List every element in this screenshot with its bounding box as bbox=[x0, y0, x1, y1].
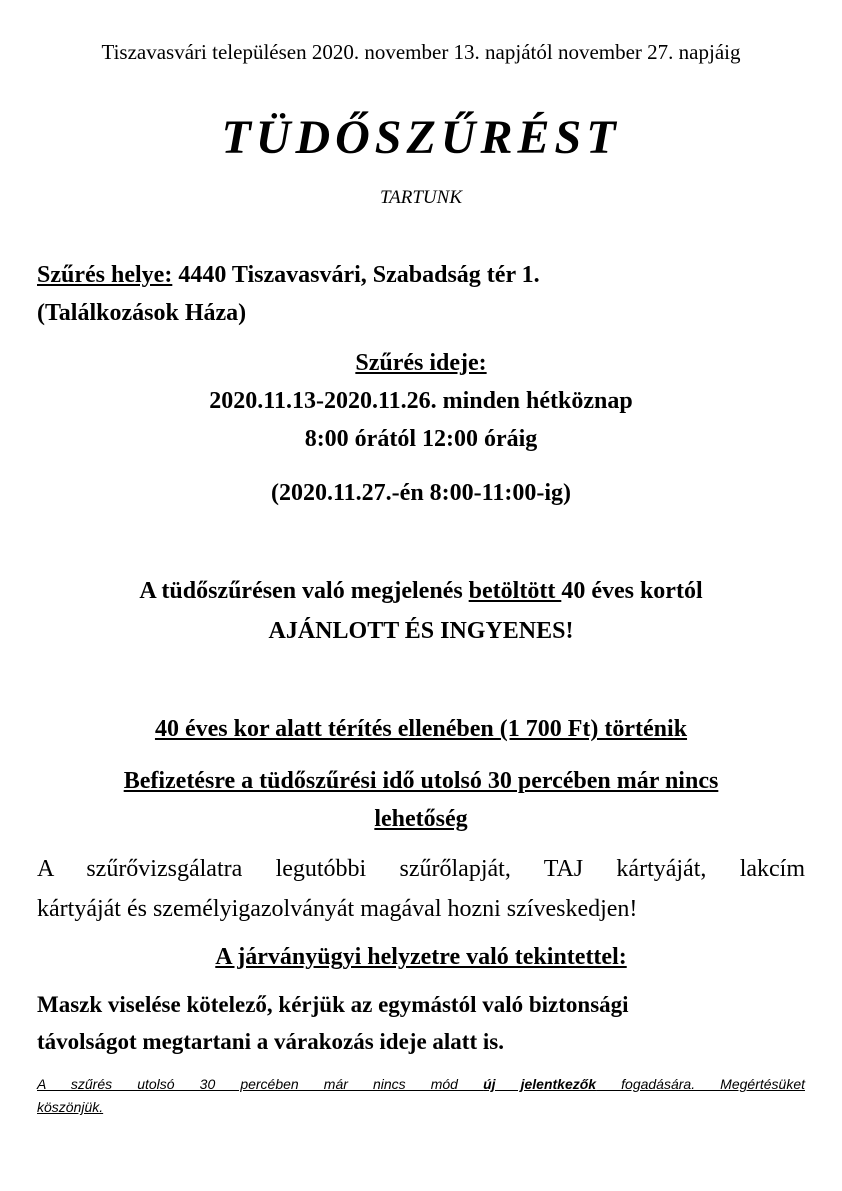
free-notice-line2: AJÁNLOTT ÉS INGYENES! bbox=[268, 618, 574, 644]
payment-notice-line1: Befizetésre a tüdőszűrési idő utolsó 30 percében már nincs bbox=[123, 768, 719, 794]
epidemic-line1: Maszk viselése kötelező, kérjük az egymástól való biztonsági bbox=[37, 992, 629, 1017]
fee-notice: 40 éves kor alatt térítés ellenében (1 700 Ft) történik bbox=[154, 716, 688, 742]
time-label: Szűrés ideje: bbox=[355, 350, 487, 376]
main-title: TÜDŐSZŰRÉST bbox=[221, 111, 621, 164]
time-last-day: (2020.11.27.-én 8:00-11:00-ig) bbox=[271, 480, 571, 506]
payment-notice-line2: lehetőség bbox=[374, 806, 468, 832]
location-label: Szűrés helye: bbox=[37, 262, 173, 288]
subtitle: TARTUNK bbox=[379, 187, 462, 208]
time-label-line bbox=[0, 346, 842, 380]
epidemic-heading: A járványügyi helyzetre való tekintettel: bbox=[215, 944, 627, 970]
footnote-emphasis: új jelentkezők bbox=[483, 1076, 597, 1092]
free-notice-underlined: betöltött bbox=[468, 578, 562, 604]
epidemic-line2: távolságot megtartani a várakozás ideje alatt is. bbox=[37, 1029, 504, 1054]
location-address: 4440 Tiszavasvári, Szabadság tér 1. bbox=[172, 262, 540, 288]
free-notice-text-b: 40 éves kortól bbox=[561, 578, 703, 604]
documents-line2: kártyáját és személyigazolványát magával hozni szíveskedjen! bbox=[37, 896, 638, 922]
time-hours: 8:00 órától 12:00 óráig bbox=[304, 426, 538, 452]
footnote-line1 bbox=[37, 1073, 805, 1095]
documents-line1: A szűrővizsgálatra legutóbbi szűrőlapját, TAJ kártyáját, lakcím bbox=[37, 856, 805, 882]
footnote-text-b: fogadására. Megértésüket bbox=[596, 1076, 805, 1092]
location-building: (Találkozások Háza) bbox=[37, 300, 247, 326]
footnote-text-a: A szűrés utolsó 30 percében már nincs mód bbox=[37, 1076, 484, 1092]
screening-location bbox=[37, 258, 540, 292]
free-notice-text-a: A tüdőszűrésen való megjelenés bbox=[139, 578, 469, 604]
intro-line: Tiszavasvári településen 2020. november 13. napjától november 27. napjáig bbox=[101, 40, 741, 64]
footnote-line2: köszönjük. bbox=[37, 1099, 104, 1115]
time-dates: 2020.11.13-2020.11.26. minden hétköznap bbox=[209, 388, 633, 414]
free-notice-line1 bbox=[0, 574, 842, 608]
